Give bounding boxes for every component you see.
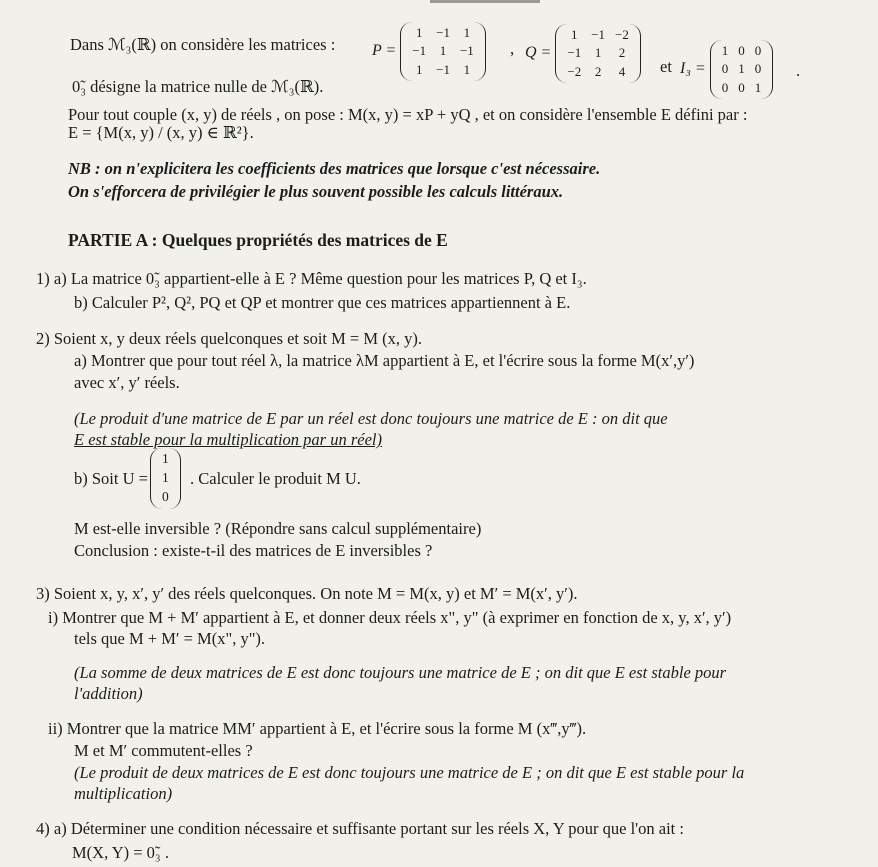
matrix-I3: I₃ = 1 0 0 0 1 0 0 0 1 xyxy=(680,40,773,99)
period: . xyxy=(796,61,801,80)
matrix-I3-grid: 1 0 0 0 1 0 0 0 1 xyxy=(710,40,774,99)
matrix-U xyxy=(150,448,181,509)
q1a: 1) a) La matrice 0̃₃ appartient-elle à E ? Même question pour les matrices P, Q et I₃. xyxy=(36,269,587,288)
q3i-note-1: (La somme de deux matrices de E est donc toujours une matrice de E ; on dit que E est stable pour xyxy=(74,663,727,682)
intro-line: Dans ℳ₃(ℝ) on considère les matrices : xyxy=(70,35,336,54)
q3ii-cont: M et M′ commutent-elles ? xyxy=(74,741,253,760)
q4a: 4) a) Déterminer une condition nécessaire et suffisante portant sur les réels X, Y pour que l'on ait : xyxy=(36,819,684,838)
q2b: . Calculer le produit M U. xyxy=(190,469,361,488)
partie-a-title: PARTIE A : Quelques propriétés des matrices de E xyxy=(68,230,448,250)
matrix-P-grid: 1 −1 1 −1 1 −1 1 −1 1 xyxy=(400,22,486,81)
q2b-label: b) Soit U = xyxy=(74,469,148,488)
q2: 2) Soient x, y deux réels quelconques et soit M = M (x, y). xyxy=(36,329,422,348)
q3ii-note-1: (Le produit de deux matrices de E est donc toujours une matrice de E ; on dit que E est stable pour la xyxy=(74,763,745,782)
q2a-note-1: (Le produit d'une matrice de E par un réel est donc toujours une matrice de E : on dit que xyxy=(74,409,668,428)
couple-line: Pour tout couple (x, y) de réels , on pose : M(x, y) = xP + yQ , et on considère l'ensemble E défini par : xyxy=(68,105,748,124)
q2a: a) Montrer que pour tout réel λ, la matrice λM appartient à E, et l'écrire sous la forme M(x′,y′) xyxy=(74,351,695,370)
matrix-Q: Q = 1 −1 −2 −1 1 2 −2 2 4 xyxy=(525,24,641,83)
matrix-U-grid: 1 1 0 xyxy=(150,448,181,509)
q2a-note-2: E est stable pour la multiplication par un réel) xyxy=(74,430,382,449)
q2a-cont: avec x′, y′ réels. xyxy=(74,373,180,392)
q2c: M est-elle inversible ? (Répondre sans calcul supplémentaire) xyxy=(74,519,482,538)
et-word: et xyxy=(660,57,672,76)
q2-conclusion: Conclusion : existe-t-il des matrices de E inversibles ? xyxy=(74,541,433,560)
q3ii-note-2: multiplication) xyxy=(74,784,173,803)
set-E-line: E = {M(x, y) / (x, y) ∈ ℝ²}. xyxy=(68,123,254,142)
q3: 3) Soient x, y, x′, y′ des réels quelconques. On note M = M(x, y) et M′ = M(x′, y′). xyxy=(36,584,578,603)
null-matrix-line: 0̃₃ désigne la matrice nulle de ℳ₃(ℝ). xyxy=(72,77,324,96)
nb-line-2: On s'efforcera de privilégier le plus souvent possible les calculs littéraux. xyxy=(68,182,564,201)
page-edge-shadow xyxy=(430,0,540,3)
q4a-cont: M(X, Y) = 0̃₃ . xyxy=(72,843,169,862)
q3i-cont: tels que M + M′ = M(x", y"). xyxy=(74,629,266,648)
matrix-P: P = 1 −1 1 −1 1 −1 1 −1 1 xyxy=(372,22,486,81)
q1b: b) Calculer P², Q², PQ et QP et montrer que ces matrices appartiennent à E. xyxy=(74,293,571,312)
nb-line-1: NB : on n'explicitera les coefficients des matrices que lorsque c'est nécessaire. xyxy=(68,159,601,178)
q3i-note-2: l'addition) xyxy=(74,684,143,703)
comma-sep: , xyxy=(510,39,515,58)
matrix-Q-grid: 1 −1 −2 −1 1 2 −2 2 4 xyxy=(555,24,641,83)
q3i: i) Montrer que M + M′ appartient à E, et donner deux réels x", y" (à exprimer en fonction de x, y, x′, y′) xyxy=(48,608,732,627)
q3ii: ii) Montrer que la matrice MM′ appartient à E, et l'écrire sous la forme M (x‴,y‴). xyxy=(48,719,587,738)
